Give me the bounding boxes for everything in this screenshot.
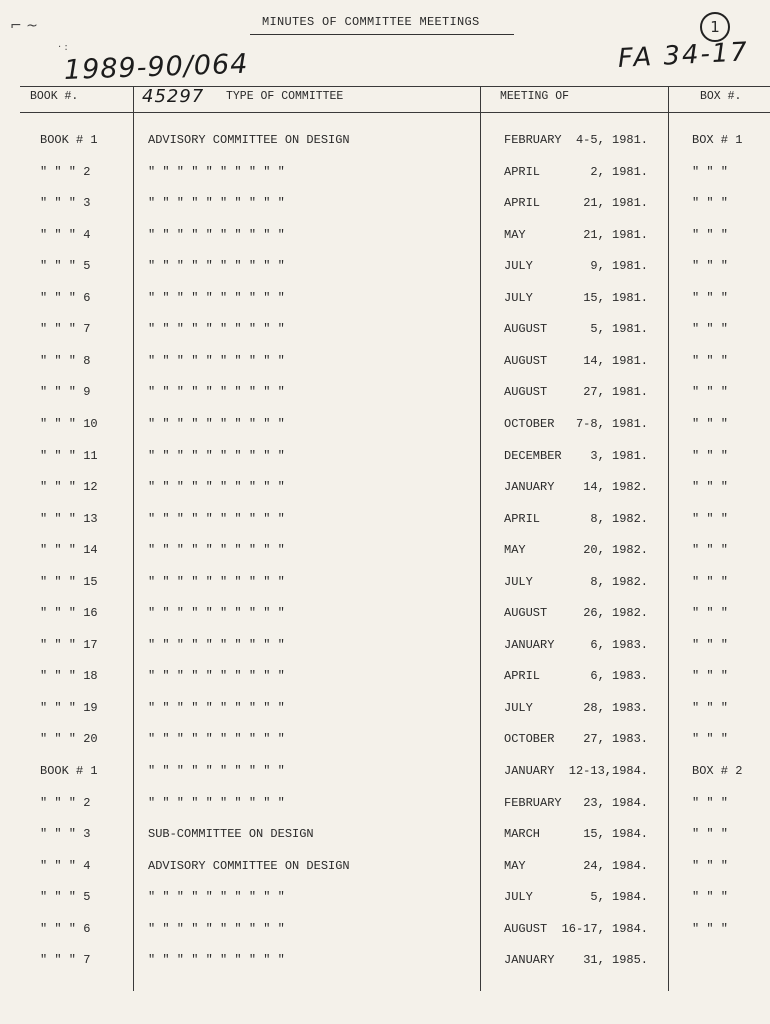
table-row [0, 133, 770, 153]
meeting-month-cell: MAY [504, 543, 526, 558]
book-cell: " " " 15 [40, 574, 98, 589]
meeting-date-cell: 8, 1982. [590, 511, 648, 526]
book-cell: " " " 20 [40, 732, 98, 747]
meeting-date-cell: 6, 1983. [590, 637, 648, 652]
table-row [0, 354, 770, 374]
committee-type-cell: " " " " " " " " " " [148, 227, 285, 242]
table-row [0, 606, 770, 626]
meeting-date-cell: 3, 1981. [590, 448, 648, 463]
meeting-month-cell: AUGUST [504, 353, 548, 368]
book-cell: BOOK # 1 [40, 764, 98, 778]
committee-type-cell: " " " " " " " " " " [148, 764, 285, 778]
book-cell: " " " 2 [40, 164, 91, 179]
table-row [0, 859, 770, 879]
meeting-date-cell: 6, 1983. [590, 669, 648, 684]
meeting-month-cell: JANUARY [504, 764, 555, 778]
committee-type-cell: " " " " " " " " " " [148, 921, 285, 936]
box-cell: " " " [692, 511, 729, 526]
committee-type-cell: SUB-COMMITTEE ON DESIGN [148, 827, 314, 842]
scan-mark: ⌐ ~ [10, 18, 38, 34]
committee-type-cell: ADVISORY COMMITTEE ON DESIGN [148, 133, 350, 147]
book-cell: " " " 12 [40, 480, 98, 495]
committee-type-cell: " " " " " " " " " " [148, 259, 285, 274]
box-cell: " " " [692, 227, 729, 242]
book-cell: " " " 4 [40, 858, 91, 873]
handwritten-book-ref: 45297 [142, 86, 205, 107]
book-cell: " " " 19 [40, 700, 98, 715]
committee-type-cell: " " " " " " " " " " [148, 290, 285, 305]
meeting-month-cell: APRIL [504, 196, 541, 211]
box-cell: " " " [692, 827, 729, 842]
meeting-date-cell: 14, 1981. [583, 353, 648, 368]
meeting-date-cell: 31, 1985. [583, 953, 648, 968]
table-row [0, 764, 770, 784]
meeting-date-cell: 21, 1981. [583, 196, 648, 211]
box-cell: BOX # 1 [692, 133, 743, 147]
box-cell: " " " [692, 448, 729, 463]
committee-type-cell: " " " " " " " " " " [148, 385, 285, 400]
meeting-month-cell: OCTOBER [504, 416, 555, 431]
box-cell: " " " [692, 385, 729, 400]
committee-type-cell: " " " " " " " " " " [148, 480, 285, 495]
table-row [0, 701, 770, 721]
table-row [0, 796, 770, 816]
meeting-month-cell: JULY [504, 290, 533, 305]
box-cell: " " " [692, 795, 729, 810]
table-row [0, 953, 770, 973]
table-row [0, 291, 770, 311]
committee-type-cell: " " " " " " " " " " [148, 953, 285, 968]
table-row [0, 922, 770, 942]
box-cell: " " " [692, 574, 729, 589]
meeting-date-cell: 27, 1981. [583, 385, 648, 400]
box-cell: " " " [692, 637, 729, 652]
column-divider-book [133, 86, 134, 991]
committee-type-cell: " " " " " " " " " " [148, 637, 285, 652]
meeting-date-cell: 7-8, 1981. [575, 416, 648, 431]
meeting-month-cell: AUGUST [504, 606, 548, 621]
box-cell: " " " [692, 164, 729, 179]
book-cell: " " " 17 [40, 637, 98, 652]
meeting-date-cell: 15, 1984. [583, 827, 648, 842]
committee-type-cell: " " " " " " " " " " [148, 448, 285, 463]
meeting-month-cell: APRIL [504, 511, 541, 526]
meeting-date-cell: 12-13,1984. [568, 764, 648, 778]
meeting-month-cell: FEBRUARY [504, 133, 562, 147]
meeting-month-cell: JULY [504, 259, 533, 274]
box-cell: " " " [692, 480, 729, 495]
table-row [0, 732, 770, 752]
header-box: BOX #. [700, 90, 742, 103]
meeting-date-cell: 4-5, 1981. [575, 133, 648, 147]
meeting-month-cell: AUGUST [504, 385, 548, 400]
book-cell: " " " 13 [40, 511, 98, 526]
box-cell: " " " [692, 732, 729, 747]
column-divider-type [480, 86, 481, 991]
book-cell: BOOK # 1 [40, 133, 98, 147]
committee-type-cell: " " " " " " " " " " [148, 196, 285, 211]
book-cell: " " " 6 [40, 290, 91, 305]
committee-type-cell: " " " " " " " " " " [148, 890, 285, 905]
box-cell: " " " [692, 353, 729, 368]
book-cell: " " " 4 [40, 227, 91, 242]
meeting-date-cell: 15, 1981. [583, 290, 648, 305]
table-row [0, 322, 770, 342]
committee-type-cell: " " " " " " " " " " [148, 416, 285, 431]
meeting-month-cell: JANUARY [504, 480, 555, 495]
meeting-month-cell: MAY [504, 227, 526, 242]
committee-type-cell: " " " " " " " " " " [148, 164, 285, 179]
header-book: BOOK #. [30, 90, 79, 103]
table-row [0, 543, 770, 563]
table-row [0, 165, 770, 185]
meeting-date-cell: 26, 1982. [583, 606, 648, 621]
box-cell: " " " [692, 669, 729, 684]
page-number-circle: 1 [700, 12, 730, 42]
committee-type-cell: " " " " " " " " " " [148, 574, 285, 589]
book-cell: " " " 5 [40, 259, 91, 274]
book-cell: " " " 9 [40, 385, 91, 400]
box-cell: " " " [692, 700, 729, 715]
meeting-month-cell: APRIL [504, 164, 541, 179]
meeting-date-cell: 9, 1981. [590, 259, 648, 274]
committee-type-cell: ADVISORY COMMITTEE ON DESIGN [148, 858, 350, 873]
meeting-date-cell: 5, 1981. [590, 322, 648, 337]
meeting-month-cell: JANUARY [504, 953, 555, 968]
book-cell: " " " 18 [40, 669, 98, 684]
meeting-date-cell: 28, 1983. [583, 700, 648, 715]
meeting-month-cell: MARCH [504, 827, 541, 842]
title-underline [250, 34, 514, 35]
meeting-month-cell: AUGUST [504, 921, 548, 936]
meeting-date-cell: 21, 1981. [583, 227, 648, 242]
table-row [0, 638, 770, 658]
book-cell: " " " 7 [40, 322, 91, 337]
meeting-month-cell: FEBRUARY [504, 795, 562, 810]
meeting-month-cell: AUGUST [504, 322, 548, 337]
meeting-month-cell: MAY [504, 858, 526, 873]
table-row [0, 417, 770, 437]
box-cell: " " " [692, 290, 729, 305]
box-cell: " " " [692, 416, 729, 431]
column-divider-meeting [668, 86, 669, 991]
table-row [0, 228, 770, 248]
meeting-month-cell: JULY [504, 700, 533, 715]
table-row [0, 827, 770, 847]
meeting-date-cell: 14, 1982. [583, 480, 648, 495]
book-cell: " " " 7 [40, 953, 91, 968]
committee-type-cell: " " " " " " " " " " [148, 795, 285, 810]
header-type: TYPE OF COMMITTEE [226, 90, 344, 103]
table-row [0, 449, 770, 469]
box-cell: " " " [692, 543, 729, 558]
box-cell: " " " [692, 890, 729, 905]
committee-type-cell: " " " " " " " " " " [148, 511, 285, 526]
meeting-date-cell: 5, 1984. [590, 890, 648, 905]
table-row [0, 259, 770, 279]
box-cell: " " " [692, 858, 729, 873]
table-row [0, 196, 770, 216]
book-cell: " " " 14 [40, 543, 98, 558]
committee-type-cell: " " " " " " " " " " [148, 353, 285, 368]
committee-type-cell: " " " " " " " " " " [148, 732, 285, 747]
meeting-month-cell: JULY [504, 574, 533, 589]
book-cell: " " " 6 [40, 921, 91, 936]
meeting-date-cell: 27, 1983. [583, 732, 648, 747]
committee-type-cell: " " " " " " " " " " [148, 606, 285, 621]
book-cell: " " " 11 [40, 448, 98, 463]
meeting-date-cell: 24, 1984. [583, 858, 648, 873]
meeting-month-cell: DECEMBER [504, 448, 562, 463]
box-cell: " " " [692, 606, 729, 621]
scan-mark: · : [58, 42, 68, 53]
book-cell: " " " 5 [40, 890, 91, 905]
book-cell: " " " 8 [40, 353, 91, 368]
meeting-date-cell: 16-17, 1984. [561, 921, 648, 936]
table-row [0, 669, 770, 689]
committee-type-cell: " " " " " " " " " " [148, 669, 285, 684]
table-row [0, 385, 770, 405]
meeting-month-cell: JANUARY [504, 637, 555, 652]
box-cell: " " " [692, 322, 729, 337]
handwritten-reference: FA 34-17 [617, 37, 750, 74]
box-cell: " " " [692, 259, 729, 274]
box-cell: " " " [692, 196, 729, 211]
meeting-month-cell: JULY [504, 890, 533, 905]
table-row [0, 575, 770, 595]
book-cell: " " " 2 [40, 795, 91, 810]
book-cell: " " " 3 [40, 196, 91, 211]
meeting-month-cell: OCTOBER [504, 732, 555, 747]
meeting-month-cell: APRIL [504, 669, 541, 684]
book-cell: " " " 3 [40, 827, 91, 842]
committee-type-cell: " " " " " " " " " " [148, 322, 285, 337]
committee-type-cell: " " " " " " " " " " [148, 543, 285, 558]
box-cell: BOX # 2 [692, 764, 743, 778]
meeting-date-cell: 20, 1982. [583, 543, 648, 558]
table-row [0, 480, 770, 500]
table-row [0, 890, 770, 910]
book-cell: " " " 16 [40, 606, 98, 621]
page-title: MINUTES OF COMMITTEE MEETINGS [262, 15, 480, 29]
handwritten-accession: 1989-90/064 [63, 48, 249, 86]
committee-type-cell: " " " " " " " " " " [148, 700, 285, 715]
table-row [0, 512, 770, 532]
meeting-date-cell: 23, 1984. [583, 795, 648, 810]
book-cell: " " " 10 [40, 416, 98, 431]
header-meeting: MEETING OF [500, 90, 570, 103]
box-cell: " " " [692, 921, 729, 936]
meeting-date-cell: 2, 1981. [590, 164, 648, 179]
meeting-date-cell: 8, 1982. [590, 574, 648, 589]
